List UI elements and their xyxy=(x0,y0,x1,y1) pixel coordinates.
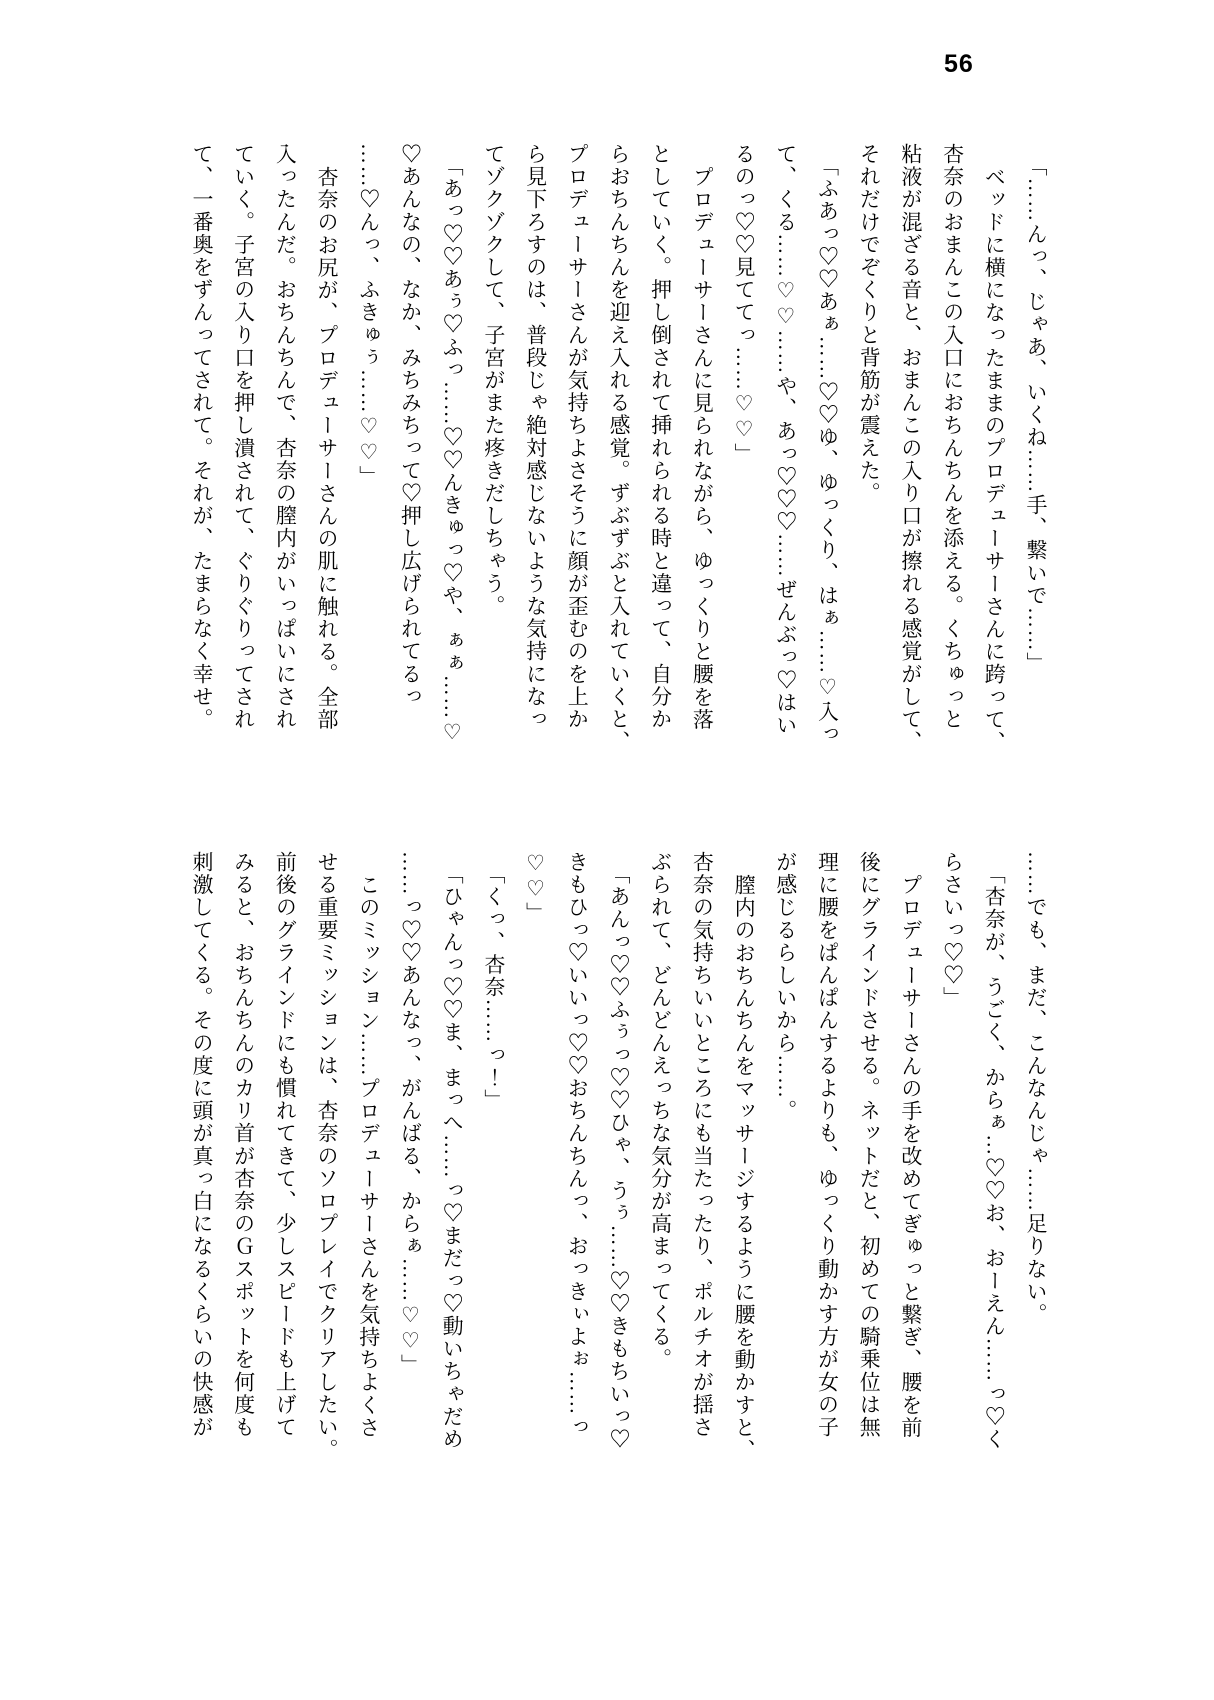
text-line: ベッドに横になったままのプロデューサーさんに跨って、 xyxy=(982,166,1007,754)
text-line: ……っ♡♡あんなっ、がんばる、からぁ……♡♡」 xyxy=(398,851,423,1377)
text-line: 刺激してくる。その度に頭が真っ白になるくらいの快感が xyxy=(189,851,214,1439)
text-line: ぶられて、どんどんえっちな気分が高まってくる。 xyxy=(648,851,673,1371)
text-line: プロデューサーさんの手を改めてぎゅっと繋ぎ、腰を前 xyxy=(898,874,923,1440)
text-line: 杏奈のおまんこの入口におちんちんを添える。くちゅっと xyxy=(940,143,965,731)
text-line: 後にグラインドさせる。ネットだと、初めての騎乗位は無 xyxy=(857,851,882,1439)
text-line: 粘液が混ざる音と、おまんこの入り口が擦れる感覚がして、 xyxy=(898,143,923,754)
text-line: て、一番奥をずんってされて。それが、たまらなく幸せ。 xyxy=(189,143,214,731)
text-line: ら見下ろすのは、普段じゃ絶対感じないような気持になっ xyxy=(523,143,548,731)
text-line: 前後のグラインドにも慣れてきて、少しスピードも上げて xyxy=(273,851,298,1439)
text-line: 「杏奈が、うごく、からぁ…♡♡お、おーえん……っ♡く xyxy=(982,862,1007,1451)
text-line: ♡あんなの、なか、みちみちって♡押し広げられてるっ xyxy=(398,143,423,708)
text-line: 「あんっ♡♡ふぅっ♡♡ひゃ、うぅ……♡♡きもちいっ♡ xyxy=(606,862,631,1451)
text-line: 杏奈のお尻が、プロデューサーさんの肌に触れる。全部 xyxy=(315,166,340,732)
text-line: が感じるらしいから……。 xyxy=(773,851,798,1123)
text-line: らさいっ♡♡」 xyxy=(940,851,965,1010)
text-line: てゾクゾクして、子宮がまた疼きだしちゃう。 xyxy=(481,143,506,618)
text-line: ……でも、まだ、こんなんじゃ……足りない。 xyxy=(1024,851,1048,1326)
text-line: 杏奈の気持ちいいところにも当たったり、ポルチオが揺さ xyxy=(690,851,715,1439)
text-line: せる重要ミッションは、杏奈のソロプレイでクリアしたい。 xyxy=(315,851,340,1462)
text-line: プロデューサーさんに見られながら、ゆっくりと腰を落 xyxy=(690,166,715,732)
text-line: 「……んっ、じゃあ、いくね……手、繋いで……」 xyxy=(1024,154,1048,675)
text-line: て、くる……♡♡……や、あっ♡♡♡……ぜんぶっ♡はい xyxy=(773,143,798,737)
text-line: このミッション……プロデューサーさんを気持ちよくさ xyxy=(356,874,381,1440)
text-block-upper xyxy=(180,143,1056,791)
text-line: としていく。押し倒されて挿れられる時と違って、自分か xyxy=(648,143,673,731)
text-line: 入ったんだ。おちんちんで、杏奈の膣内がいっぱいにされ xyxy=(273,143,298,731)
text-line: 膣内のおちんちんをマッサージするように腰を動かすと、 xyxy=(732,874,757,1462)
text-line: 「ふあっ♡♡あぁ……♡♡ゆ、ゆっくり、はぁ……♡入っ xyxy=(815,154,840,746)
text-line: みると、おちんちんのカリ首が杏奈のＧスポットを何度も xyxy=(231,851,256,1439)
text-line: るのっ♡♡見ててっ……♡♡」 xyxy=(732,143,757,466)
text-line: 「ひゃんっ♡♡ま、まっへ……っ♡まだっ♡動いちゃだめ xyxy=(440,862,465,1451)
text-line: 「あっ♡♡あぅ♡ふっ……♡♡んきゅっ♡や、ぁぁ……♡ xyxy=(440,154,465,746)
text-line: それだけでぞくりと背筋が震えた。 xyxy=(857,143,882,505)
page-number: 56 xyxy=(944,50,974,78)
text-line: らおちんちんを迎え入れる感覚。ずぶずぶと入れていくと、 xyxy=(606,143,631,754)
text-line: プロデューサーさんが気持ちよさそうに顔が歪むのを上か xyxy=(565,143,590,731)
text-block-lower xyxy=(180,851,1056,1499)
text-line: きもひっ♡いいっ♡♡おちんちんっ、おっきぃよぉ……っ xyxy=(565,851,590,1439)
text-line: 理に腰をぱんぱんするよりも、ゆっくり動かす方が女の子 xyxy=(815,851,840,1439)
text-line: ていく。子宮の入り口を押し潰されて、ぐりぐりってされ xyxy=(231,143,256,731)
text-line: ……♡んっ、ふきゅぅ……♡♡」 xyxy=(356,143,381,488)
text-line: 「くっ、杏奈……っ！」 xyxy=(481,862,506,1112)
text-line: ♡♡」 xyxy=(523,851,548,925)
